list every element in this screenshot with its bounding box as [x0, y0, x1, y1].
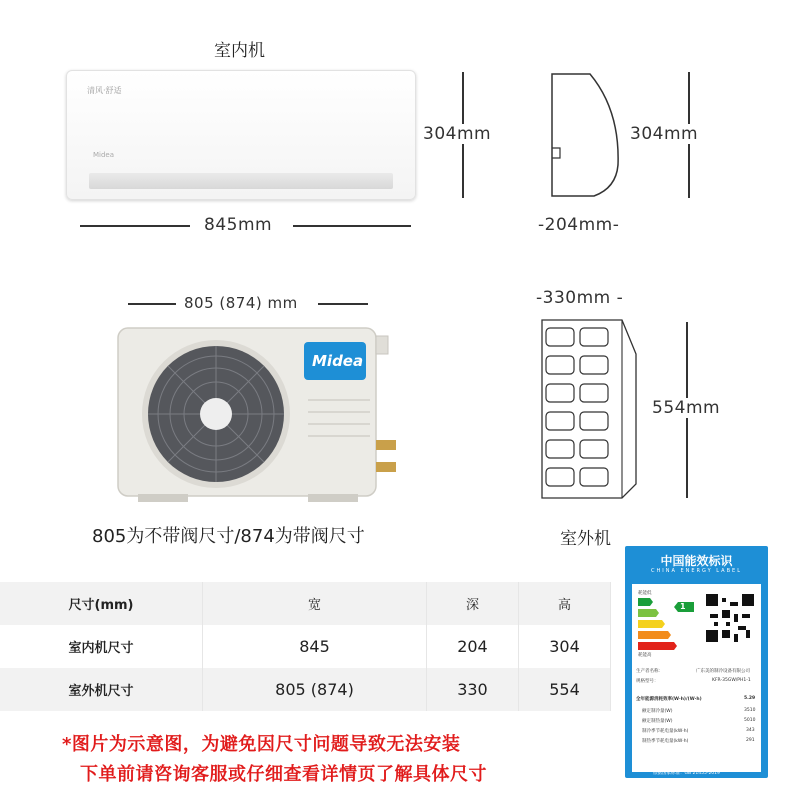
- outdoor-width-label: 805 (874) mm: [184, 294, 298, 312]
- spec-row-value: 5010: [744, 718, 756, 723]
- energy-high-text: 耗能低: [638, 591, 652, 596]
- indoor-title: 室内机: [214, 41, 265, 61]
- indoor-width-line-left: [80, 225, 190, 227]
- table-header-cell: 深: [426, 582, 518, 625]
- outdoor-title: 室外机: [560, 529, 611, 549]
- spec-row-value: 3510: [744, 708, 756, 713]
- spec-row-value: 343: [746, 728, 755, 733]
- model-value: KFR-35GW/PH1-1: [712, 678, 751, 683]
- dimension-table: [0, 582, 611, 711]
- apf-label: 全年能源消耗效率(W·h)/(W·h): [636, 697, 702, 702]
- spec-row-label: 制冷季节耗电量(kW·h): [642, 729, 689, 734]
- producer-value: 广东美的制冷设备有限公司: [696, 669, 750, 674]
- table-header-cell: 宽: [203, 582, 427, 625]
- table-cell: 204: [426, 625, 518, 668]
- table-header-cell: 尺寸(mm): [0, 582, 203, 625]
- table-header-cell: 高: [518, 582, 610, 625]
- indoor-vent: [89, 173, 393, 189]
- outdoor-unit-image: [108, 322, 408, 512]
- table-cell: 304: [518, 625, 610, 668]
- note-line-1: *图片为示意图，为避免因尺寸问题导致无法安装: [62, 734, 461, 755]
- table-cell: 室外机尺寸: [0, 668, 203, 711]
- spec-row-label: 额定制热量(W): [642, 719, 673, 724]
- energy-label: [625, 546, 768, 778]
- energy-label-subtitle: CHINA ENERGY LABEL: [651, 568, 742, 574]
- indoor-height-label: 304mm: [423, 124, 492, 144]
- outdoor-brand-logo: Midea: [312, 352, 364, 370]
- table-row: [0, 668, 611, 711]
- outdoor-width-line-left: [128, 303, 176, 305]
- table-header-row: [0, 582, 611, 625]
- outdoor-caption: 805为不带阀尺寸/874为带阀尺寸: [92, 526, 365, 547]
- energy-standard: 依据国家标准：GB 21455-2019: [653, 771, 720, 776]
- indoor-brand-text: 清风·舒适: [87, 86, 122, 95]
- table-cell: 554: [518, 668, 610, 711]
- producer-label: 生产者名称：: [636, 669, 663, 674]
- indoor-unit-image: [66, 70, 416, 200]
- indoor-side-view: [540, 70, 630, 200]
- indoor-width-label: 845mm: [204, 215, 273, 235]
- table-row: [0, 625, 611, 668]
- table-cell: 室内机尺寸: [0, 625, 203, 668]
- spec-row-label: 额定制冷量(W): [642, 709, 673, 714]
- energy-label-body: [632, 584, 761, 772]
- table-cell: 805 (874): [203, 668, 427, 711]
- spec-row-value: 291: [746, 738, 755, 743]
- indoor-depth-label: -204mm-: [538, 215, 620, 235]
- outdoor-width-line-right: [318, 303, 368, 305]
- spec-row-label: 制热季节耗电量(kW·h): [642, 739, 689, 744]
- note-line-2: 下单前请咨询客服或仔细查看详情页了解具体尺寸: [80, 764, 487, 785]
- model-label: 规格型号：: [636, 679, 659, 684]
- table-cell: 845: [203, 625, 427, 668]
- indoor-logo-text: Midea: [93, 151, 115, 159]
- indoor-side-height-label: 304mm: [630, 124, 699, 144]
- energy-label-title: 中国能效标识: [660, 554, 733, 568]
- outdoor-height-label: 554mm: [652, 398, 721, 418]
- energy-grade-number: 1: [680, 602, 686, 611]
- outdoor-depth-label: -330mm -: [536, 288, 624, 308]
- outdoor-side-view: [536, 314, 646, 504]
- energy-low-text: 耗能高: [638, 653, 652, 658]
- apf-value: 5.29: [744, 696, 756, 701]
- qr-code-icon: [706, 594, 754, 642]
- indoor-width-line-right: [293, 225, 411, 227]
- table-cell: 330: [426, 668, 518, 711]
